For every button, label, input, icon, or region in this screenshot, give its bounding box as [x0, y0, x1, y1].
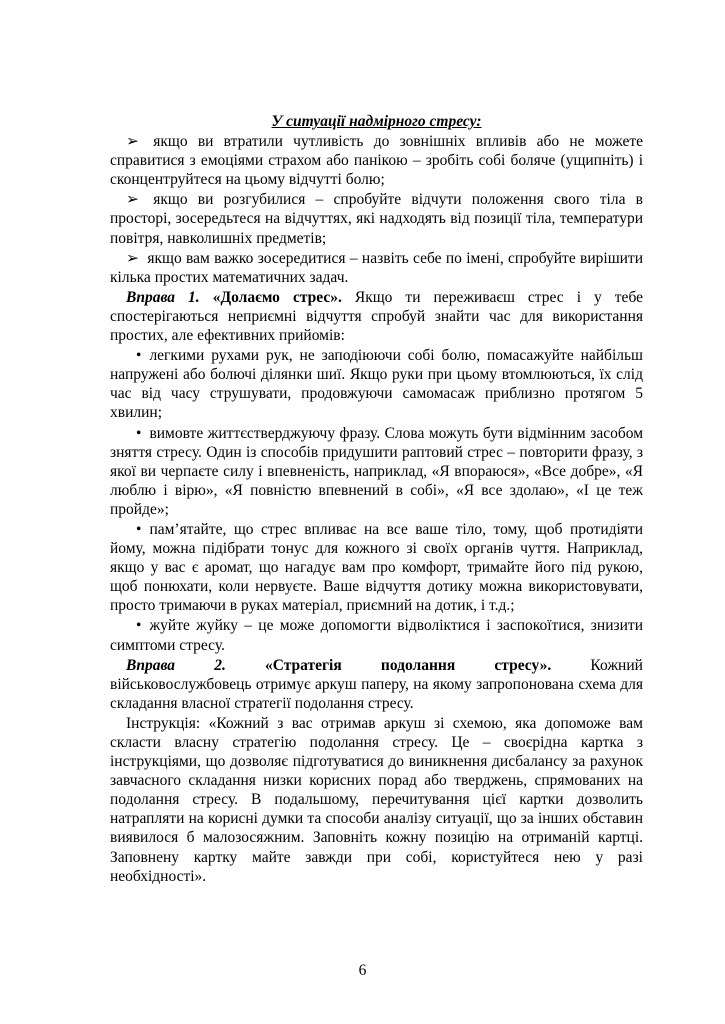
dot-bullet-icon: •: [136, 347, 142, 365]
instruction-paragraph: Інструкція: «Кожний з вас отримав аркуш зі схемою, яка допоможе вам скласти власну стратегію подолання стресу. Це – своєрідна картка з інструкціями, що дозволяє підготуватися до виникнення дисбалансу за рахунок завчасного складання низки корисних порад або тверджень, спрямованих на подолання стресу. В подальшому, перечитування цієї картки дозволить натрапляти на корисні думки та способи аналізу ситуації, що за інших обставин виявилося б малозосяжним. Заповніть кожну позицію на отриманій картці. Заповнену картку майте завжди при собі, користуйтеся нею у разі необхідності».: [110, 714, 643, 885]
arrow-list-item: [110, 249, 643, 287]
exercise-2-first-word: Кожний: [590, 656, 643, 674]
bullet-item-text: пам’ятайте, що стрес впливає на все ваше тіло, тому, щоб протидіяти йому, можна підібрати тонус для кожного зі своїх органів чуття. Наприклад, якщо у вас є аромат, що нагадує вам про комфорт, тримайте його під рукою, щоб понюхати, коли нервуєте. Ваше відчуття дотику можна використовувати, просто тримаючи в руках матеріал, приємний на дотик, і т.д.;: [110, 520, 643, 615]
bullet-item-text: вимовте життєстверджуючу фразу. Слова можуть бути відмінним засобом зняття стресу. Один із способів придушити раптовий стрес – повторити фразу, з якої ви черпаєте силу і впевненість, наприклад, «Я впораюся», «Все добре», «Я люблю і вірю», «Я повністю впевнений в собі», «Я все здолаю», «І це теж пройде»;: [110, 424, 643, 518]
exercise-2-text: військовослужбовець отримує аркуш паперу, на якому запропонована схема для складання власної стратегії подолання стресу.: [110, 675, 643, 712]
arrow-bullet-icon: ➢: [126, 249, 139, 267]
exercise-1-paragraph: [110, 288, 643, 345]
exercise-2-number: 2.: [214, 656, 226, 674]
exercise-2-title-word: «Стратегія: [265, 656, 342, 674]
arrow-bullet-icon: ➢: [126, 191, 139, 209]
arrow-list-item: [110, 190, 643, 247]
bullet-list-item: [110, 346, 643, 422]
bullet-list-item: [110, 520, 643, 615]
exercise-2-title-word: подолання: [380, 656, 456, 674]
exercise-1-title: «Долаємо стрес».: [212, 288, 342, 306]
arrow-item-text: якщо ви розгубилися – спробуйте відчути положення свого тіла в просторі, зосередьтеся на відчуттях, які надходять від позиції тіла, температури повітря, навколишніх предметів;: [110, 191, 643, 247]
page-content: [110, 112, 643, 887]
dot-bullet-icon: •: [136, 520, 142, 538]
arrow-item-text: якщо ви втратили чутливість до зовнішніх впливів або не можете справитися з емоціями страхом або панікою – зробіть собі боляче (ущипніть) і сконцентруйтеся на цьому відчутті болю;: [110, 133, 644, 189]
exercise-2-heading-line: [110, 656, 643, 675]
arrow-bullet-icon: ➢: [126, 133, 139, 151]
bullet-list-item: [110, 424, 643, 519]
bullet-item-text: легкими рухами рук, не заподіюючи собі болю, помасажуйте найбільш напружені або болючі ділянки шиї. Якщо руки при цьому втомлюються, їх слід час від часу струшувати, продовжуючи самомасаж приблизно протягом 5 хвилин;: [110, 347, 643, 422]
bullet-list-item: [110, 616, 643, 654]
arrow-list-item: [110, 132, 643, 189]
dot-bullet-icon: •: [136, 424, 142, 442]
exercise-2-name: Вправа: [126, 656, 176, 674]
exercise-2-title-word: стресу».: [494, 656, 552, 674]
arrow-item-text: якщо вам важко зосередитися – назвіть себе по імені, спробуйте вирішити кілька простих математичних задач.: [110, 249, 644, 286]
exercise-1-text: Якщо ти переживаєш стрес і у тебе спостерігаються неприємні відчуття спробуй знайти час для використання простих, але ефективних прийомів:: [110, 288, 644, 345]
dot-bullet-icon: •: [136, 617, 142, 635]
section-title: У ситуації надмірного стресу:: [271, 113, 482, 130]
exercise-1-name: Вправа 1.: [126, 288, 200, 306]
bullet-item-text: жуйте жуйку – це може допомогти відволіктися і заспокоїтися, знизити симптоми стресу.: [110, 617, 643, 654]
page-number: 6: [358, 962, 367, 979]
